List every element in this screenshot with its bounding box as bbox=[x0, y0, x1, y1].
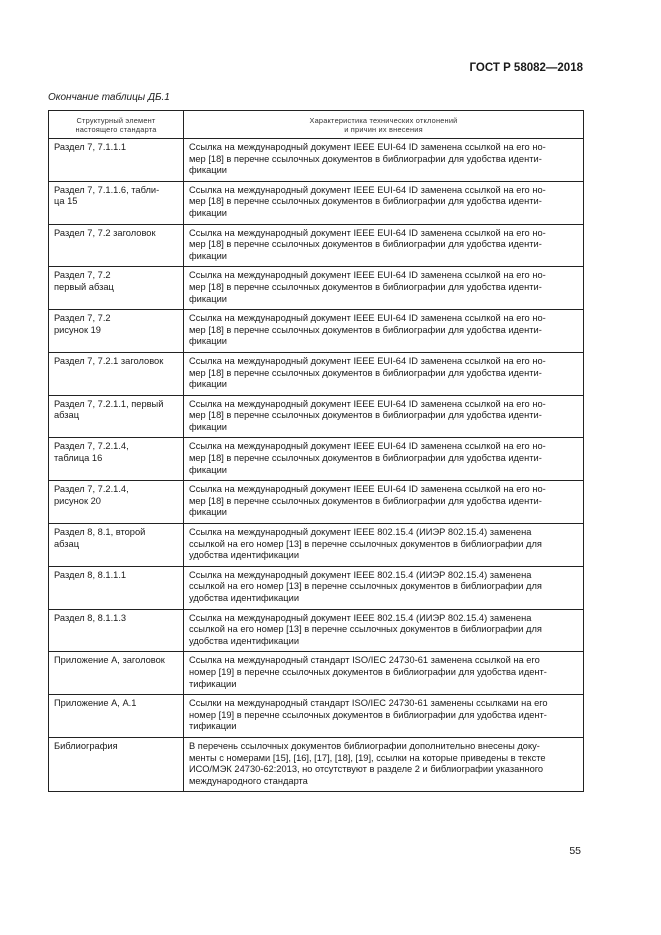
table-body bbox=[49, 139, 584, 792]
cell-line: Раздел 7, 7.2 bbox=[54, 270, 111, 281]
header-line: Характеристика технических отклонений bbox=[309, 115, 458, 125]
table-row bbox=[49, 524, 584, 567]
table-row bbox=[49, 181, 584, 224]
deviation-description-cell bbox=[184, 139, 584, 182]
cell-line: удобства идентификации bbox=[189, 550, 300, 561]
cell-line: первый абзац bbox=[54, 281, 114, 292]
deviation-description-cell bbox=[184, 395, 584, 438]
cell-line: менты с номерами [15], [16], [17], [18], [19], ссылки на которые приведены в тексте bbox=[189, 752, 546, 763]
deviation-description-cell bbox=[184, 737, 584, 791]
cell-line: абзац bbox=[54, 410, 80, 421]
deviation-description-cell bbox=[184, 481, 584, 524]
cell-line: Библиография bbox=[54, 740, 118, 751]
cell-line: мер [18] в перечне ссылочных документов в библиографии для удобства иденти- bbox=[189, 153, 542, 164]
structural-element-cell bbox=[49, 438, 184, 481]
deviation-description-cell bbox=[184, 566, 584, 609]
deviation-description-cell bbox=[184, 609, 584, 652]
cell-line: Ссылка на международный документ IEEE 802.15.4 (ИИЭР 802.15.4) заменена bbox=[189, 612, 532, 623]
deviation-description-cell bbox=[184, 224, 584, 267]
cell-line: Ссылка на международный документ IEEE 802.15.4 (ИИЭР 802.15.4) заменена bbox=[189, 527, 532, 538]
cell-line: абзац bbox=[54, 538, 80, 549]
cell-line: тификации bbox=[189, 721, 237, 732]
deviation-description-cell bbox=[184, 267, 584, 310]
cell-line: Ссылка на международный документ IEEE EUI-64 ID заменена ссылкой на его но- bbox=[189, 355, 546, 366]
structural-element-cell bbox=[49, 267, 184, 310]
cell-line: фикации bbox=[189, 507, 227, 518]
deviation-description-cell bbox=[184, 438, 584, 481]
cell-line: Приложение А, А.1 bbox=[54, 698, 137, 709]
deviation-table bbox=[48, 110, 584, 792]
table-row bbox=[49, 652, 584, 695]
cell-line: Раздел 7, 7.2.1.1, первый bbox=[54, 398, 164, 409]
cell-line: Раздел 7, 7.2 bbox=[54, 313, 111, 324]
cell-line: рисунок 19 bbox=[54, 324, 101, 335]
page-number: 55 bbox=[569, 845, 581, 857]
table-row bbox=[49, 481, 584, 524]
cell-line: фикации bbox=[189, 250, 227, 261]
table-header-row bbox=[49, 111, 584, 139]
cell-line: мер [18] в перечне ссылочных документов в библиографии для удобства иденти- bbox=[189, 281, 542, 292]
deviation-description-cell bbox=[184, 181, 584, 224]
cell-line: фикации bbox=[189, 379, 227, 390]
cell-line: мер [18] в перечне ссылочных документов в библиографии для удобства иденти- bbox=[189, 324, 542, 335]
cell-line: В перечень ссылочных документов библиографии дополнительно внесены доку- bbox=[189, 740, 540, 751]
cell-line: Раздел 8, 8.1.1.1 bbox=[54, 569, 127, 580]
column-header-structural-element bbox=[49, 111, 184, 139]
cell-line: Раздел 7, 7.2.1.4, bbox=[54, 441, 129, 452]
cell-line: мер [18] в перечне ссылочных документов в библиографии для удобства иденти- bbox=[189, 367, 542, 378]
structural-element-cell bbox=[49, 310, 184, 353]
cell-line: Ссылка на международный документ IEEE EUI-64 ID заменена ссылкой на его но- bbox=[189, 313, 546, 324]
structural-element-cell bbox=[49, 566, 184, 609]
table-row bbox=[49, 224, 584, 267]
table-row bbox=[49, 267, 584, 310]
cell-line: Раздел 8, 8.1, второй bbox=[54, 527, 146, 538]
cell-line: Ссылки на международный стандарт ISO/IEC 24730-61 заменены ссылками на его bbox=[189, 698, 548, 709]
cell-line: фикации bbox=[189, 464, 227, 475]
cell-line: ца 15 bbox=[54, 196, 78, 207]
column-header-deviation-description bbox=[184, 111, 584, 139]
structural-element-cell bbox=[49, 139, 184, 182]
cell-line: ИСО/МЭК 24730-62:2013, но отсутствуют в разделе 2 и библиографии указанного bbox=[189, 764, 544, 775]
cell-line: мер [18] в перечне ссылочных документов в библиографии для удобства иденти- bbox=[189, 495, 542, 506]
cell-line: тификации bbox=[189, 678, 237, 689]
cell-line: мер [18] в перечне ссылочных документов в библиографии для удобства иденти- bbox=[189, 196, 542, 207]
cell-line: международного стандарта bbox=[189, 775, 308, 786]
header-line: настоящего стандарта bbox=[75, 124, 157, 134]
deviation-description-cell bbox=[184, 695, 584, 738]
structural-element-cell bbox=[49, 395, 184, 438]
cell-line: ссылкой на его номер [13] в перечне ссылочных документов в библиографии для bbox=[189, 624, 542, 635]
table-row bbox=[49, 395, 584, 438]
cell-line: таблица 16 bbox=[54, 453, 103, 464]
deviation-description-cell bbox=[184, 652, 584, 695]
cell-line: мер [18] в перечне ссылочных документов в библиографии для удобства иденти- bbox=[189, 453, 542, 464]
cell-line: мер [18] в перечне ссылочных документов в библиографии для удобства иденти- bbox=[189, 410, 542, 421]
header-line: Структурный элемент bbox=[76, 115, 156, 125]
cell-line: Ссылка на международный документ IEEE EUI-64 ID заменена ссылкой на его но- bbox=[189, 398, 546, 409]
table-row bbox=[49, 737, 584, 791]
structural-element-cell bbox=[49, 481, 184, 524]
structural-element-cell bbox=[49, 352, 184, 395]
deviation-description-cell bbox=[184, 524, 584, 567]
structural-element-cell bbox=[49, 695, 184, 738]
table-row bbox=[49, 139, 584, 182]
structural-element-cell bbox=[49, 524, 184, 567]
cell-line: фикации bbox=[189, 165, 227, 176]
cell-line: номер [19] в перечне ссылочных документов в библиографии для удобства идент- bbox=[189, 709, 547, 720]
structural-element-cell bbox=[49, 224, 184, 267]
cell-line: Раздел 7, 7.1.1.6, табли- bbox=[54, 184, 160, 195]
structural-element-cell bbox=[49, 652, 184, 695]
cell-line: Ссылка на международный документ IEEE EUI-64 ID заменена ссылкой на его но- bbox=[189, 270, 546, 281]
table-row bbox=[49, 438, 584, 481]
cell-line: Ссылка на международный стандарт ISO/IEC 24730-61 заменена ссылкой на его bbox=[189, 655, 540, 666]
cell-line: Приложение А, заголовок bbox=[54, 655, 165, 666]
cell-line: Ссылка на международный документ IEEE 802.15.4 (ИИЭР 802.15.4) заменена bbox=[189, 569, 532, 580]
table-row bbox=[49, 566, 584, 609]
cell-line: ссылкой на его номер [13] в перечне ссылочных документов в библиографии для bbox=[189, 581, 542, 592]
cell-line: Раздел 7, 7.1.1.1 bbox=[54, 142, 127, 152]
cell-line: Ссылка на международный документ IEEE EUI-64 ID заменена ссылкой на его но- bbox=[189, 184, 546, 195]
header-line: и причин их внесения bbox=[344, 124, 423, 134]
cell-line: фикации bbox=[189, 207, 227, 218]
cell-line: удобства идентификации bbox=[189, 593, 300, 603]
cell-line: номер [19] в перечне ссылочных документов в библиографии для удобства идент- bbox=[189, 666, 547, 677]
table-row bbox=[49, 310, 584, 353]
cell-line: фикации bbox=[189, 336, 227, 347]
cell-line: удобства идентификации bbox=[189, 635, 300, 646]
cell-line: Ссылка на международный документ IEEE EUI-64 ID заменена ссылкой на его но- bbox=[189, 441, 546, 452]
structural-element-cell bbox=[49, 181, 184, 224]
structural-element-cell bbox=[49, 609, 184, 652]
cell-line: Раздел 7, 7.2.1 заголовок bbox=[54, 355, 164, 366]
cell-line: Раздел 7, 7.2.1.4, bbox=[54, 484, 129, 495]
cell-line: Ссылка на международный документ IEEE EUI-64 ID заменена ссылкой на его но- bbox=[189, 484, 546, 495]
standard-designation: ГОСТ Р 58082—2018 bbox=[469, 62, 583, 74]
cell-line: фикации bbox=[189, 421, 227, 432]
cell-line: Раздел 7, 7.2 заголовок bbox=[54, 227, 156, 238]
cell-line: ссылкой на его номер [13] в перечне ссылочных документов в библиографии для bbox=[189, 538, 542, 549]
table-row bbox=[49, 352, 584, 395]
cell-line: рисунок 20 bbox=[54, 495, 101, 506]
cell-line: фикации bbox=[189, 293, 227, 304]
deviation-description-cell bbox=[184, 310, 584, 353]
deviation-description-cell bbox=[184, 352, 584, 395]
cell-line: Раздел 8, 8.1.1.3 bbox=[54, 612, 127, 623]
structural-element-cell bbox=[49, 737, 184, 791]
table-row bbox=[49, 609, 584, 652]
table-row bbox=[49, 695, 584, 738]
cell-line: мер [18] в перечне ссылочных документов в библиографии для удобства иденти- bbox=[189, 239, 542, 250]
cell-line: Ссылка на международный документ IEEE EUI-64 ID заменена ссылкой на его но- bbox=[189, 227, 546, 238]
cell-line: Ссылка на международный документ IEEE EUI-64 ID заменена ссылкой на его но- bbox=[189, 142, 546, 152]
table-caption: Окончание таблицы ДБ.1 bbox=[48, 92, 170, 103]
